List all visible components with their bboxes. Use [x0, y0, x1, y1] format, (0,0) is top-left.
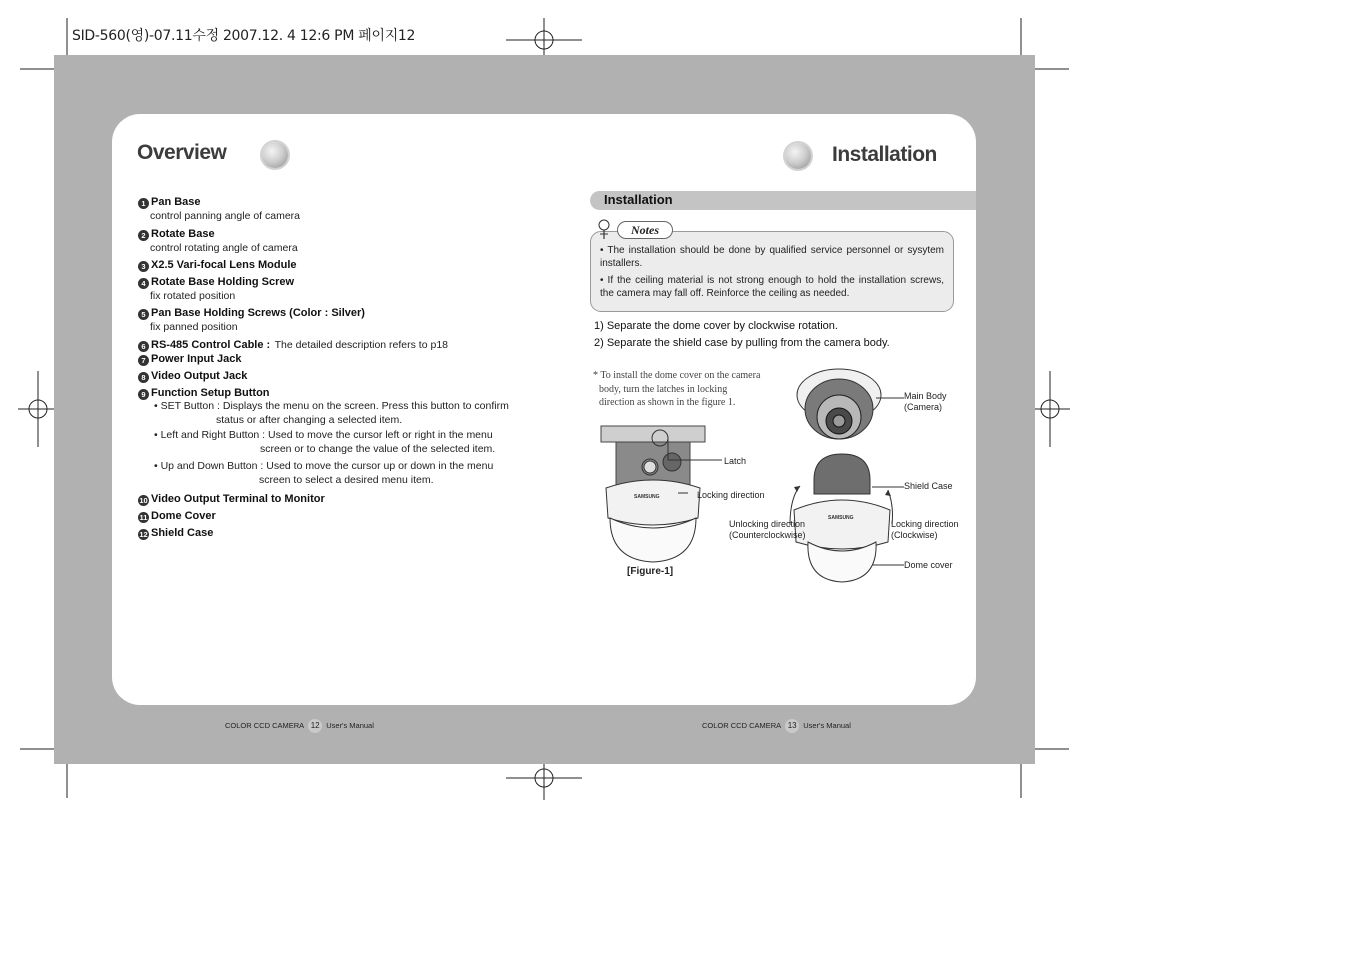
overview-title: Overview: [137, 141, 227, 164]
install-note: * To install the dome cover on the camera body, turn the latches in locking direction as shown in the figure 1.: [593, 370, 761, 408]
item-number-badge: 11: [139, 513, 148, 522]
item-title: Pan Base Holding Screws (Color : Silver): [151, 307, 365, 319]
locking-clockwise-label: Locking direction (Clockwise): [891, 519, 959, 540]
list-item: [138, 192, 300, 222]
main-body-label: Main Body (Camera): [904, 391, 947, 412]
right-footer: COLOR CCD CAMERA 13 User's Manual: [702, 719, 851, 733]
svg-text:SAMSUNG: SAMSUNG: [828, 515, 854, 521]
list-item: [138, 366, 247, 384]
list-item: [138, 272, 294, 302]
list-item: [138, 255, 297, 273]
title-sphere-icon: [785, 143, 811, 169]
locking-direction-label: Locking direction: [697, 490, 765, 500]
print-header: SID-560(영)-07.11수정 2007.12. 4 12:6 PM 페이지12: [72, 28, 416, 44]
leader-lines: [876, 396, 906, 400]
item-number-badge: 9: [138, 389, 149, 400]
item-desc: fix rotated position: [150, 290, 236, 302]
item-title: Video Output Jack: [151, 370, 248, 382]
list-item: [138, 224, 298, 254]
item-number-badge: 3: [138, 261, 149, 272]
section-header-bar: [590, 191, 976, 210]
item-title: Video Output Terminal to Monitor: [151, 493, 325, 505]
item-title: Shield Case: [151, 527, 214, 539]
left-footer: COLOR CCD CAMERA 12 User's Manual: [225, 719, 374, 733]
item-number-badge: 8: [138, 372, 149, 383]
section-header: Installation: [604, 192, 673, 207]
page-number: 13: [785, 719, 799, 733]
list-item: [138, 349, 241, 367]
note-item: • The installation should be done by qualified service personnel or sysytem installers.: [600, 245, 944, 269]
list-item: [138, 303, 365, 333]
item-title: Power Input Jack: [151, 353, 242, 365]
step-2: 2) Separate the shield case by pulling from the camera body.: [594, 337, 890, 349]
item-number-badge: 7: [138, 355, 149, 366]
list-item: • Up and Down Button : Used to move the cursor up or down in the menu screen to select a desired menu item.: [154, 460, 494, 486]
item-title: Pan Base: [151, 196, 201, 208]
main-body-camera-illustration: [794, 365, 884, 447]
note-item: • If the ceiling material is not strong enough to hold the installation screws, the camera may fall off. Reinforce the ceiling as needed.: [600, 275, 944, 299]
list-item: • SET Button : Displays the menu on the screen. Press this button to confirm status or after changing a selected item.: [154, 400, 509, 426]
shield-case-label: Shield Case: [904, 481, 953, 491]
item-number-badge: 12: [139, 530, 148, 539]
figure-caption: [Figure-1]: [627, 566, 674, 577]
unlocking-direction-label: Unlocking direction (Counterclockwise): [729, 519, 806, 540]
item-number-badge: 5: [138, 309, 149, 320]
latch-label: Latch: [724, 456, 747, 466]
item-title: Function Setup Button: [151, 387, 270, 399]
page-number: 12: [308, 719, 322, 733]
notes-badge: Notes: [617, 221, 673, 239]
title-sphere-icon: [262, 142, 288, 168]
dome-cover-label: Dome cover: [904, 560, 953, 570]
notes-box: [590, 231, 954, 312]
item-desc: control panning angle of camera: [150, 210, 301, 222]
item-title: Rotate Base Holding Screw: [151, 276, 295, 288]
item-number-badge: 1: [138, 198, 149, 209]
item-desc: fix panned position: [150, 321, 238, 333]
installation-title: Installation: [832, 143, 937, 166]
item-number-badge: 2: [138, 230, 149, 241]
item-title: Rotate Base: [151, 228, 215, 240]
notes-pin-icon: [596, 219, 614, 241]
item-title: X2.5 Vari-focal Lens Module: [151, 259, 297, 271]
list-item: • Left and Right Button : Used to move the cursor left or right in the menu screen or to change the value of the selected item.: [154, 429, 496, 455]
list-item: [138, 489, 325, 507]
item-title: Dome Cover: [151, 510, 216, 522]
item-desc: control rotating angle of camera: [150, 242, 298, 254]
list-item: [138, 506, 216, 524]
svg-text:SAMSUNG: SAMSUNG: [634, 494, 660, 500]
item-number-badge: 10: [139, 496, 148, 505]
step-1: 1) Separate the dome cover by clockwise rotation.: [594, 320, 838, 332]
item-number-badge: 4: [138, 278, 149, 289]
item-desc: The detailed description refers to p18: [274, 339, 448, 351]
item-title: RS-485 Control Cable :: [151, 339, 271, 351]
list-item: [138, 523, 213, 541]
item-number-badge: 6: [138, 341, 149, 352]
